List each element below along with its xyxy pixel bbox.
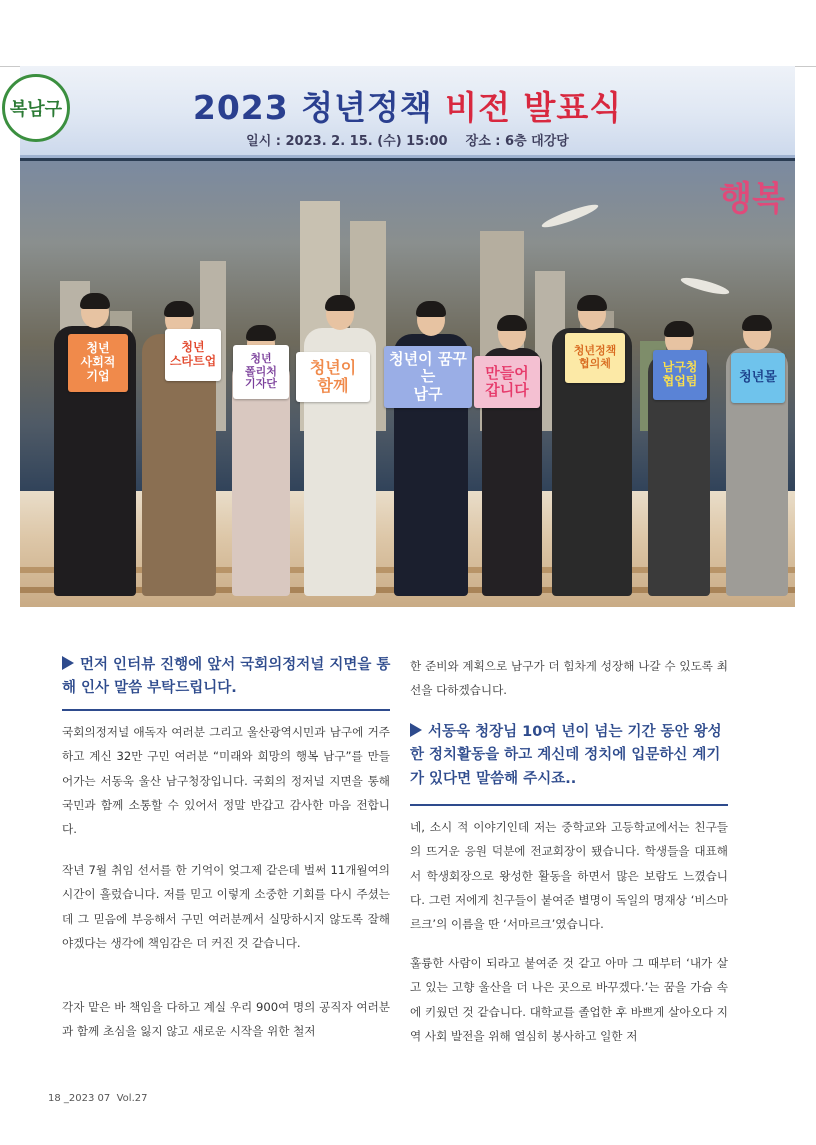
paragraph: 작년 7월 취임 선서를 한 기억이 엊그제 같은데 벌써 11개월여의 시간이 흘렀습니다. 저를 믿고 이렇게 소중한 기회를 다시 주셨는데 그 믿음에 부응해서 구민 여러분께서 실망하시지 않도록 잘해야겠다는 생각에 책임감은 더 커진 것 같습니다. — [62, 863, 390, 950]
placard-sign: 청년 스타트업 — [165, 329, 221, 381]
question-2 — [410, 721, 732, 791]
person-hair — [416, 301, 446, 317]
paragraph: 한 준비와 계획으로 남구가 더 힘차게 성장해 나갈 수 있도록 최선을 다하겠습니다. — [410, 659, 728, 698]
placard-sign: 청년몰 — [731, 353, 785, 403]
placard-sign: 청년 폴리처 기자단 — [233, 345, 289, 399]
paragraph: 네, 소시 적 이야기인데 저는 중학교와 고등학교에서는 친구들의 뜨거운 응원 덕분에 전교회장이 됐습니다. 학생들을 대표해서 학생회장으로 왕성한 활동을 하면서 많은 보람도 느꼈습니다. 그런 저에게 친구들이 붙여준 별명이 독일의 명재상 ‘비스마르크’의 이름을 딴 ‘서마르크’였습니다. — [410, 820, 728, 932]
paragraph: 훌륭한 사람이 되라고 붙여준 것 같고 아마 그 때부터 ‘내가 살고 있는 고향 울산을 더 나은 곳으로 바꾸겠다.’는 꿈을 가슴 속에 키웠던 것 같습니다. 대학교를 졸업한 후 바쁘게 살아오다 지역 사회 발전을 위해 열심히 봉사하고 일한 저 — [410, 956, 728, 1043]
banner-title-main: 2023 청년정책 — [192, 88, 433, 127]
person-hair — [246, 325, 276, 341]
placard-sign: 청년정책 협의체 — [565, 333, 625, 383]
question-2-text: 서동욱 청장님 10여 년이 넘는 기간 동안 왕성한 정치활동을 하고 계신데 정치에 입문하신 계기가 있다면 말씀해 주시죠.. — [410, 724, 722, 787]
page-footer: 18 _2023 07 Vol.27 — [48, 1093, 148, 1104]
question-2-rule — [410, 804, 728, 806]
placard-sign: 남구청 협업팀 — [653, 350, 707, 400]
question-1-rule — [62, 709, 390, 711]
banner-title-accent: 비전 발표식 — [445, 88, 623, 127]
district-logo: 복남구 — [2, 74, 70, 142]
bird-graphic — [540, 201, 600, 231]
triangle-bullet-icon — [62, 656, 74, 670]
paragraph: 각자 맡은 바 책임을 다하고 계실 우리 900여 명의 공직자 여러분과 함께 초심을 잃지 않고 새로운 시작을 위한 철저 — [62, 1000, 390, 1039]
event-banner — [9, 66, 795, 158]
placard-sign: 청년 사회적 기업 — [68, 334, 128, 392]
placard-sign: 만들어 갑니다 — [474, 356, 540, 408]
person-hair — [80, 293, 110, 309]
person-hair — [742, 315, 772, 331]
placard-sign: 청년이 꿈꾸는 남구 — [384, 346, 472, 408]
bird-graphic — [680, 275, 731, 298]
triangle-bullet-icon — [410, 723, 422, 737]
paragraph: 국회의정저널 애독자 여러분 그리고 울산광역시민과 남구에 거주하고 계신 32만 구민 여러분 “미래와 희망의 행복 남구”를 만들어가는 서동욱 울산 남구청장입니다. 국회의 정저널 지면을 통해 국민과 함께 소통할 수 있어서 정말 반갑고 감사한 마음 전합니다. — [62, 725, 390, 837]
question-1 — [62, 654, 392, 701]
banner-title — [20, 82, 795, 129]
person-hair — [497, 315, 527, 331]
person-hair — [664, 321, 694, 337]
placard-sign: 청년이 함께 — [296, 352, 370, 402]
person-hair — [577, 295, 607, 311]
event-photo — [9, 66, 795, 607]
backdrop-word: 행복 — [719, 179, 785, 219]
person-hair — [325, 295, 355, 311]
banner-subtitle: 일시 : 2023. 2. 15. (수) 15:00 장소 : 6층 대강당 — [246, 134, 569, 149]
person-hair — [164, 301, 194, 317]
question-1-text: 먼저 인터뷰 진행에 앞서 국회의정저널 지면을 통해 인사 말씀 부탁드립니다. — [62, 657, 391, 697]
